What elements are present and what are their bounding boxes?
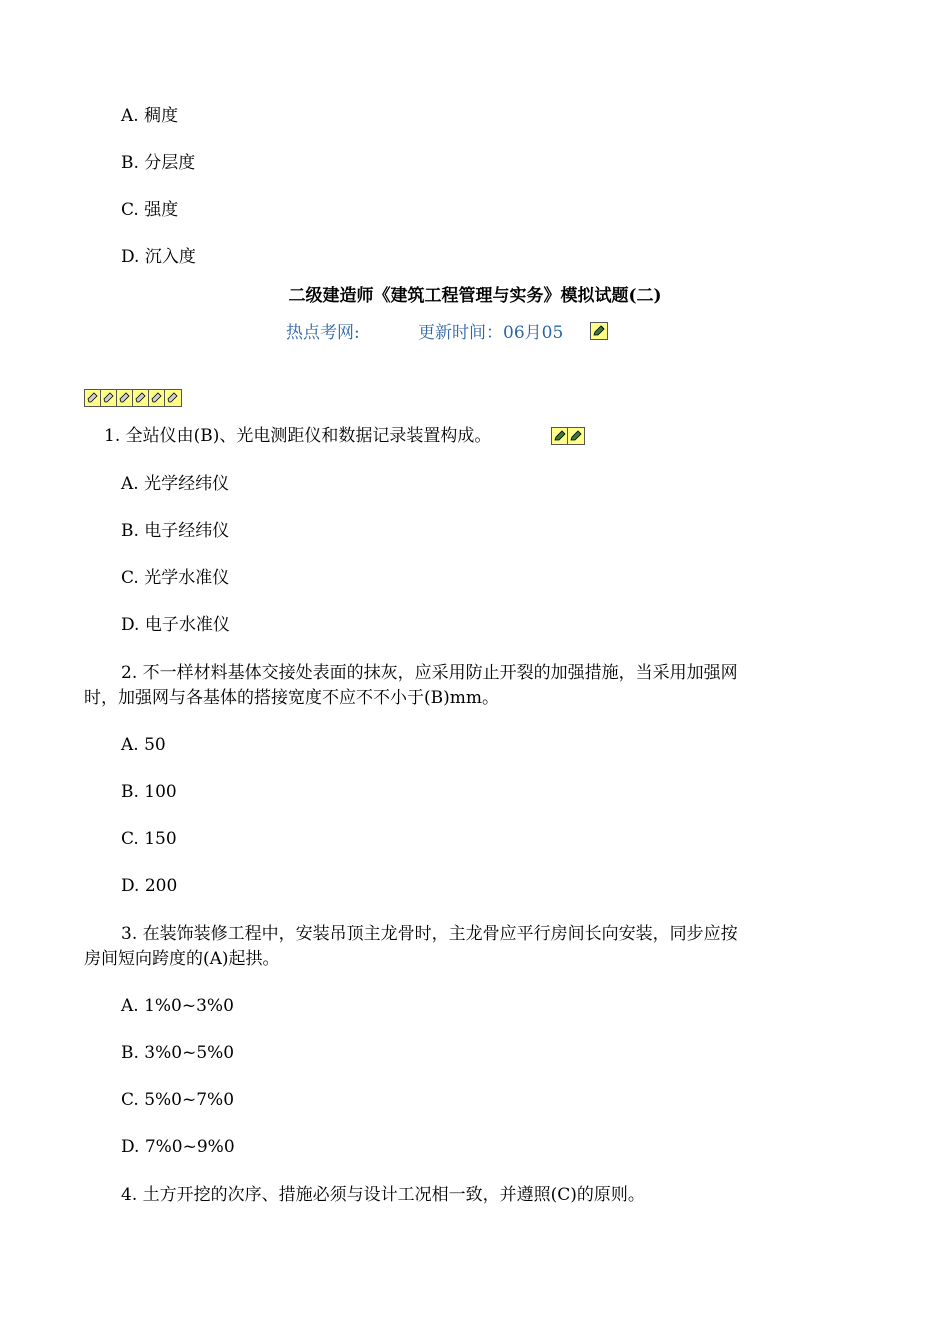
pencil-icon[interactable] bbox=[568, 428, 584, 444]
question-3-stem-line-2: 房间短向跨度的(A)起拱。 bbox=[84, 949, 280, 969]
pencil-icon[interactable] bbox=[552, 428, 568, 444]
q1-option-a: A. 光学经纬仪 bbox=[121, 474, 230, 494]
pencil-icon[interactable] bbox=[117, 390, 133, 406]
q1-option-c: C. 光学水准仪 bbox=[121, 568, 230, 588]
q3-option-d: D. 7%0~9%0 bbox=[121, 1137, 235, 1157]
option-b: B. 分层度 bbox=[121, 153, 196, 173]
q2-option-c: C. 150 bbox=[121, 829, 177, 849]
question-4-stem: 4. 土方开挖的次序、措施必须与设计工况相一致，并遵照(C)的原则。 bbox=[121, 1185, 645, 1205]
question-1-stem: 1. 全站仪由(B)、光电测距仪和数据记录装置构成。 bbox=[104, 426, 492, 446]
option-d: D. 沉入度 bbox=[121, 247, 196, 267]
question-2-stem-line-1: 2. 不一样材料基体交接处表面的抹灰，应采用防止开裂的加强措施，当采用加强网 bbox=[121, 663, 738, 683]
pencil-icon bbox=[591, 323, 607, 339]
option-c: C. 强度 bbox=[121, 200, 179, 220]
q3-option-a: A. 1%0~3%0 bbox=[121, 996, 234, 1016]
pencil-icon[interactable] bbox=[101, 390, 117, 406]
q2-option-d: D. 200 bbox=[121, 876, 178, 896]
update-time: 更新时间：06月05 bbox=[418, 323, 564, 343]
question-1-icons bbox=[551, 427, 585, 445]
q1-option-d: D. 电子水准仪 bbox=[121, 615, 230, 635]
page-title: 二级建造师《建筑工程管理与实务》模拟试题(二) bbox=[288, 286, 662, 306]
pencil-icon[interactable] bbox=[165, 390, 181, 406]
question-2-stem-line-2: 时，加强网与各基体的搭接宽度不应不不小于(B)mm。 bbox=[84, 688, 499, 708]
q2-option-b: B. 100 bbox=[121, 782, 177, 802]
q3-option-b: B. 3%0~5%0 bbox=[121, 1043, 235, 1063]
q2-option-a: A. 50 bbox=[121, 735, 166, 755]
option-a: A. 稠度 bbox=[121, 106, 179, 126]
q3-option-c: C. 5%0~7%0 bbox=[121, 1090, 235, 1110]
source-label[interactable]: 热点考网: bbox=[286, 323, 360, 343]
pencil-icon[interactable] bbox=[85, 390, 101, 406]
q1-option-b: B. 电子经纬仪 bbox=[121, 521, 230, 541]
question-3-stem-line-1: 3. 在装饰装修工程中，安装吊顶主龙骨时，主龙骨应平行房间长向安装，同步应按 bbox=[121, 924, 738, 944]
header-icon-button[interactable] bbox=[590, 322, 608, 340]
pencil-icon[interactable] bbox=[133, 390, 149, 406]
pencil-icon[interactable] bbox=[149, 390, 165, 406]
toolbar-icons bbox=[84, 389, 182, 407]
